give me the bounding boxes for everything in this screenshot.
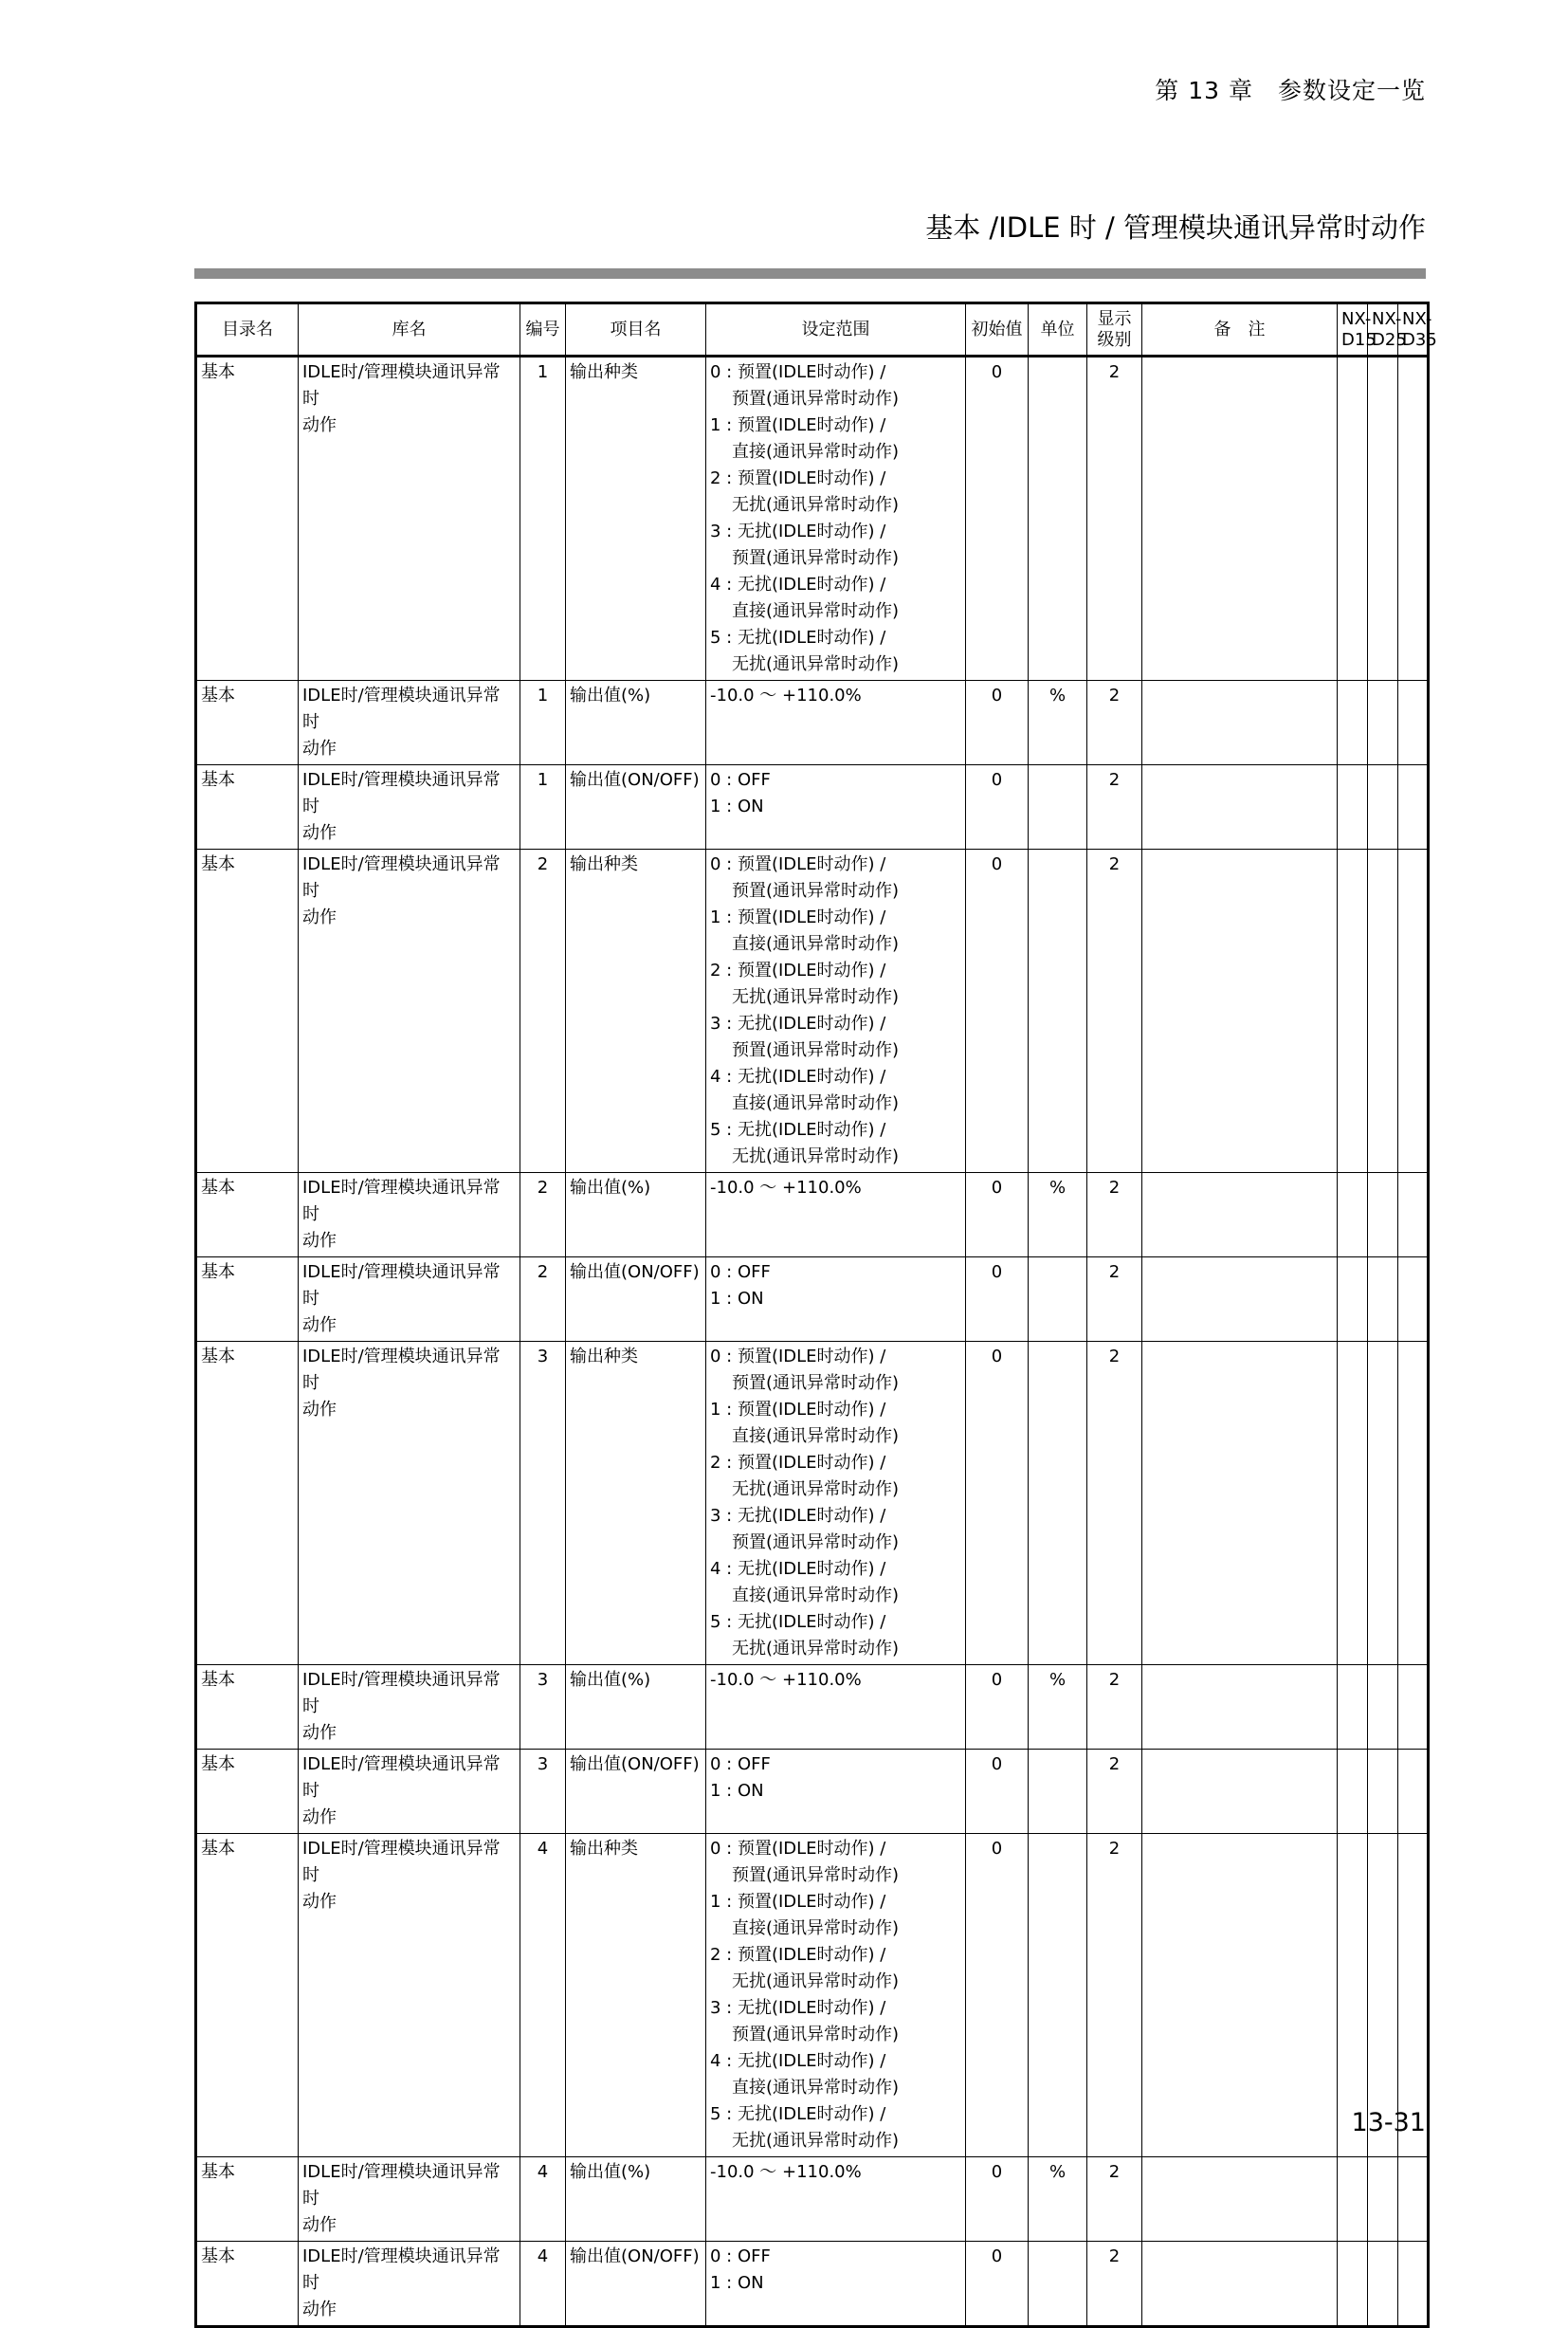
range-option: 5 : 无扰(IDLE时动作) / (710, 1120, 886, 1140)
col-header-unit: 单位 (1029, 303, 1087, 357)
cell-nx-d15 (1338, 1173, 1368, 1257)
cell-nx-d25 (1368, 1665, 1398, 1750)
cell-nx-d35 (1398, 1665, 1429, 1750)
cell-remark (1142, 765, 1338, 850)
cell-initial: 0 (966, 2157, 1029, 2242)
cell-level: 2 (1087, 2157, 1142, 2242)
range-line-continued: 预置(通讯异常时动作) (732, 1373, 900, 1393)
range-line-continued: 预置(通讯异常时动作) (732, 1532, 900, 1552)
cell-unit: % (1029, 1173, 1087, 1257)
library-line: IDLE时/管理模块通讯异常时 (302, 1839, 501, 1885)
cell-nx-d15 (1338, 765, 1368, 850)
col-header-level-line1: 显示 (1097, 308, 1132, 329)
table-row (196, 681, 1429, 765)
cell-nx-d15 (1338, 681, 1368, 765)
library-line: 动作 (302, 2215, 337, 2235)
library-line: IDLE时/管理模块通讯异常时 (302, 2162, 501, 2209)
cell-nx-d15 (1338, 1257, 1368, 1342)
range-line-continued: 预置(通讯异常时动作) (732, 548, 900, 568)
library-line: IDLE时/管理模块通讯异常时 (302, 686, 501, 732)
range-option: 3 : 无扰(IDLE时动作) / (710, 1506, 886, 1526)
range-option: 1 : ON (710, 1781, 764, 1801)
range-option: 1 : 预置(IDLE时动作) / (710, 1400, 886, 1420)
cell-number: 1 (520, 765, 566, 850)
cell-item: 输出值(ON/OFF) (566, 2242, 706, 2327)
col-header-nx-d25-line2: D25 (1372, 329, 1407, 350)
table-header-row (196, 303, 1429, 357)
cell-item: 输出种类 (566, 357, 706, 681)
cell-initial: 0 (966, 1173, 1029, 1257)
cell-library (299, 357, 520, 681)
cell-remark (1142, 1257, 1338, 1342)
cell-number: 4 (520, 1834, 566, 2157)
table-row (196, 1750, 1429, 1834)
range-option: -10.0 ～ +110.0% (710, 1670, 862, 1690)
table-row (196, 2242, 1429, 2327)
col-header-nx-d15-line2: D15 (1341, 329, 1377, 350)
cell-unit (1029, 1834, 1087, 2157)
cell-initial: 0 (966, 681, 1029, 765)
cell-library (299, 1257, 520, 1342)
cell-remark (1142, 357, 1338, 681)
cell-nx-d25 (1368, 1257, 1398, 1342)
cell-library (299, 850, 520, 1173)
range-option: 1 : 预置(IDLE时动作) / (710, 415, 886, 435)
library-line: IDLE时/管理模块通讯异常时 (302, 1754, 501, 1801)
range-option: 3 : 无扰(IDLE时动作) / (710, 1998, 886, 2018)
table-row (196, 2157, 1429, 2242)
cell-nx-d35 (1398, 1173, 1429, 1257)
cell-remark (1142, 2157, 1338, 2242)
range-line-continued: 直接(通讯异常时动作) (732, 442, 900, 462)
cell-level: 2 (1087, 681, 1142, 765)
range-line-continued: 无扰(通讯异常时动作) (732, 1479, 900, 1499)
cell-catalog: 基本 (196, 357, 299, 681)
range-option: 2 : 预置(IDLE时动作) / (710, 468, 886, 488)
cell-number: 2 (520, 1257, 566, 1342)
cell-initial: 0 (966, 1342, 1029, 1665)
cell-unit (1029, 1257, 1087, 1342)
col-header-initial: 初始值 (966, 303, 1029, 357)
range-option: 4 : 无扰(IDLE时动作) / (710, 2051, 886, 2071)
range-option: 0 : OFF (710, 770, 771, 790)
cell-remark (1142, 850, 1338, 1173)
library-line: IDLE时/管理模块通讯异常时 (302, 2246, 501, 2293)
library-line: 动作 (302, 1892, 337, 1912)
range-option: 0 : 预置(IDLE时动作) / (710, 362, 886, 382)
range-option: 0 : 预置(IDLE时动作) / (710, 854, 886, 874)
range-option: 0 : OFF (710, 1262, 771, 1282)
cell-number: 3 (520, 1342, 566, 1665)
col-header-catalog: 目录名 (196, 303, 299, 357)
range-option: 1 : ON (710, 1289, 764, 1309)
cell-library (299, 1834, 520, 2157)
col-header-item: 项目名 (566, 303, 706, 357)
cell-catalog: 基本 (196, 2242, 299, 2327)
library-line: 动作 (302, 415, 337, 435)
range-option: -10.0 ～ +110.0% (710, 686, 862, 706)
range-option: 4 : 无扰(IDLE时动作) / (710, 1067, 886, 1087)
library-line: IDLE时/管理模块通讯异常时 (302, 1262, 501, 1309)
cell-nx-d35 (1398, 850, 1429, 1173)
col-header-remark: 备 注 (1142, 303, 1338, 357)
library-line: IDLE时/管理模块通讯异常时 (302, 1670, 501, 1716)
cell-item: 输出值(ON/OFF) (566, 1257, 706, 1342)
col-header-nx-d35-line2: D35 (1402, 329, 1437, 350)
cell-range (706, 1257, 966, 1342)
range-option: -10.0 ～ +110.0% (710, 1178, 862, 1198)
cell-item: 输出值(ON/OFF) (566, 1750, 706, 1834)
cell-catalog: 基本 (196, 1257, 299, 1342)
library-line: 动作 (302, 1315, 337, 1335)
cell-number: 2 (520, 850, 566, 1173)
range-option: 5 : 无扰(IDLE时动作) / (710, 2104, 886, 2124)
range-option: 1 : ON (710, 797, 764, 816)
cell-level: 2 (1087, 1750, 1142, 1834)
range-line-continued: 直接(通讯异常时动作) (732, 1093, 900, 1113)
range-line-continued: 无扰(通讯异常时动作) (732, 495, 900, 515)
cell-remark (1142, 2242, 1338, 2327)
cell-nx-d35 (1398, 1342, 1429, 1665)
range-option: 4 : 无扰(IDLE时动作) / (710, 575, 886, 595)
range-line-continued: 预置(通讯异常时动作) (732, 1040, 900, 1060)
cell-nx-d25 (1368, 2157, 1398, 2242)
cell-level: 2 (1087, 1173, 1142, 1257)
cell-nx-d35 (1398, 2242, 1429, 2327)
cell-library (299, 681, 520, 765)
range-line-continued: 直接(通讯异常时动作) (732, 1586, 900, 1605)
cell-initial: 0 (966, 1257, 1029, 1342)
cell-nx-d25 (1368, 357, 1398, 681)
cell-unit (1029, 1342, 1087, 1665)
cell-item: 输出种类 (566, 1342, 706, 1665)
col-header-nx-d15 (1338, 303, 1377, 357)
range-option: 5 : 无扰(IDLE时动作) / (710, 628, 886, 648)
range-line-continued: 直接(通讯异常时动作) (732, 934, 900, 954)
library-line: 动作 (302, 1807, 337, 1827)
cell-nx-d25 (1368, 850, 1398, 1173)
col-header-number: 编号 (520, 303, 566, 357)
col-header-nx-d25 (1368, 303, 1407, 357)
library-line: IDLE时/管理模块通讯异常时 (302, 770, 501, 816)
section-divider (194, 268, 1426, 279)
cell-unit (1029, 2242, 1087, 2327)
cell-nx-d35 (1398, 2157, 1429, 2242)
cell-catalog: 基本 (196, 1834, 299, 2157)
cell-number: 4 (520, 2242, 566, 2327)
cell-item: 输出值(%) (566, 2157, 706, 2242)
cell-number: 4 (520, 2157, 566, 2242)
cell-library (299, 1665, 520, 1750)
cell-nx-d25 (1368, 1173, 1398, 1257)
cell-catalog: 基本 (196, 850, 299, 1173)
col-header-nx-d25-line1: NX- (1372, 308, 1402, 329)
cell-level: 2 (1087, 1342, 1142, 1665)
cell-unit: % (1029, 1665, 1087, 1750)
cell-remark (1142, 1173, 1338, 1257)
range-option: 0 : 预置(IDLE时动作) / (710, 1347, 886, 1366)
range-line-continued: 预置(通讯异常时动作) (732, 881, 900, 901)
cell-nx-d25 (1368, 681, 1398, 765)
cell-nx-d35 (1398, 765, 1429, 850)
cell-remark (1142, 1834, 1338, 2157)
col-header-range: 设定范围 (706, 303, 966, 357)
cell-initial: 0 (966, 850, 1029, 1173)
cell-remark (1142, 1342, 1338, 1665)
cell-level: 2 (1087, 1257, 1142, 1342)
range-option: 3 : 无扰(IDLE时动作) / (710, 522, 886, 541)
range-option: 1 : ON (710, 2273, 764, 2293)
cell-catalog: 基本 (196, 1342, 299, 1665)
table-row (196, 1834, 1429, 2157)
cell-nx-d25 (1368, 1342, 1398, 1665)
cell-catalog: 基本 (196, 2157, 299, 2242)
cell-unit (1029, 1750, 1087, 1834)
range-line-continued: 无扰(通讯异常时动作) (732, 2131, 900, 2151)
cell-unit (1029, 357, 1087, 681)
range-line-continued: 无扰(通讯异常时动作) (732, 1639, 900, 1659)
cell-catalog: 基本 (196, 1173, 299, 1257)
cell-number: 3 (520, 1665, 566, 1750)
col-header-nx-d15-line1: NX- (1341, 308, 1372, 329)
range-option: 0 : OFF (710, 1754, 771, 1774)
range-option: -10.0 ～ +110.0% (710, 2162, 862, 2182)
cell-library (299, 2242, 520, 2327)
library-line: 动作 (302, 739, 337, 759)
cell-nx-d25 (1368, 765, 1398, 850)
range-option: 2 : 预置(IDLE时动作) / (710, 1453, 886, 1473)
cell-number: 3 (520, 1750, 566, 1834)
cell-nx-d15 (1338, 1750, 1368, 1834)
cell-nx-d15 (1338, 357, 1368, 681)
col-header-level-line2: 级别 (1097, 329, 1132, 350)
cell-remark (1142, 1750, 1338, 1834)
cell-catalog: 基本 (196, 765, 299, 850)
range-option: 5 : 无扰(IDLE时动作) / (710, 1612, 886, 1632)
range-option: 3 : 无扰(IDLE时动作) / (710, 1014, 886, 1034)
cell-catalog: 基本 (196, 1750, 299, 1834)
col-header-library: 库名 (299, 303, 520, 357)
cell-level: 2 (1087, 765, 1142, 850)
cell-item: 输出值(%) (566, 1665, 706, 1750)
cell-nx-d35 (1398, 357, 1429, 681)
cell-nx-d15 (1338, 1342, 1368, 1665)
section-title: 基本 /IDLE 时 / 管理模块通讯异常时动作 (925, 211, 1426, 244)
cell-range (706, 357, 966, 681)
library-line: 动作 (302, 823, 337, 843)
cell-number: 1 (520, 357, 566, 681)
range-line-continued: 无扰(通讯异常时动作) (732, 987, 900, 1007)
range-option: 0 : 预置(IDLE时动作) / (710, 1839, 886, 1859)
table-body (196, 357, 1429, 2327)
table-row (196, 1665, 1429, 1750)
parameter-table (194, 302, 1437, 2328)
range-option: 1 : 预置(IDLE时动作) / (710, 907, 886, 927)
cell-range (706, 1665, 966, 1750)
cell-unit (1029, 765, 1087, 850)
library-line: IDLE时/管理模块通讯异常时 (302, 362, 501, 409)
library-line: 动作 (302, 1723, 337, 1743)
cell-range (706, 681, 966, 765)
cell-range (706, 2157, 966, 2242)
range-option: 2 : 预置(IDLE时动作) / (710, 961, 886, 981)
cell-range (706, 1834, 966, 2157)
table-row (196, 1257, 1429, 1342)
table-row (196, 1342, 1429, 1665)
cell-item: 输出种类 (566, 1834, 706, 2157)
table-row (196, 850, 1429, 1173)
cell-nx-d35 (1398, 681, 1429, 765)
cell-nx-d35 (1398, 1257, 1429, 1342)
cell-nx-d15 (1338, 2242, 1368, 2327)
cell-library (299, 1342, 520, 1665)
range-line-continued: 直接(通讯异常时动作) (732, 1426, 900, 1446)
library-line: 动作 (302, 907, 337, 927)
library-line: 动作 (302, 2300, 337, 2319)
range-line-continued: 无扰(通讯异常时动作) (732, 1971, 900, 1991)
cell-library (299, 765, 520, 850)
cell-number: 1 (520, 681, 566, 765)
cell-nx-d15 (1338, 2157, 1368, 2242)
cell-unit: % (1029, 2157, 1087, 2242)
range-line-continued: 预置(通讯异常时动作) (732, 1865, 900, 1885)
col-header-level (1087, 303, 1142, 357)
cell-initial: 0 (966, 357, 1029, 681)
cell-item: 输出种类 (566, 850, 706, 1173)
cell-library (299, 2157, 520, 2242)
cell-range (706, 850, 966, 1173)
cell-number: 2 (520, 1173, 566, 1257)
cell-range (706, 1750, 966, 1834)
cell-initial: 0 (966, 2242, 1029, 2327)
table-row (196, 357, 1429, 681)
cell-library (299, 1173, 520, 1257)
range-option: 0 : OFF (710, 2246, 771, 2266)
cell-range (706, 2242, 966, 2327)
cell-initial: 0 (966, 1665, 1029, 1750)
chapter-heading: 第 13 章 参数设定一览 (1155, 77, 1426, 104)
library-line: 动作 (302, 1231, 337, 1251)
range-option: 1 : 预置(IDLE时动作) / (710, 1892, 886, 1912)
cell-item: 输出值(%) (566, 1173, 706, 1257)
cell-catalog: 基本 (196, 1665, 299, 1750)
cell-level: 2 (1087, 1665, 1142, 1750)
cell-level: 2 (1087, 357, 1142, 681)
library-line: IDLE时/管理模块通讯异常时 (302, 1178, 501, 1224)
table-row (196, 765, 1429, 850)
cell-nx-d35 (1398, 1750, 1429, 1834)
cell-library (299, 1750, 520, 1834)
cell-range (706, 1173, 966, 1257)
cell-remark (1142, 1665, 1338, 1750)
cell-catalog: 基本 (196, 681, 299, 765)
cell-nx-d25 (1368, 2242, 1398, 2327)
cell-nx-d15 (1338, 1665, 1368, 1750)
table-row (196, 1173, 1429, 1257)
cell-range (706, 765, 966, 850)
range-line-continued: 预置(通讯异常时动作) (732, 389, 900, 409)
range-line-continued: 直接(通讯异常时动作) (732, 2078, 900, 2098)
library-line: IDLE时/管理模块通讯异常时 (302, 854, 501, 901)
cell-remark (1142, 681, 1338, 765)
cell-item: 输出值(%) (566, 681, 706, 765)
col-header-nx-d35 (1398, 303, 1437, 357)
range-line-continued: 无扰(通讯异常时动作) (732, 654, 900, 674)
cell-item: 输出值(ON/OFF) (566, 765, 706, 850)
range-option: 4 : 无扰(IDLE时动作) / (710, 1559, 886, 1579)
cell-initial: 0 (966, 765, 1029, 850)
cell-unit (1029, 850, 1087, 1173)
col-header-nx-d35-line1: NX- (1402, 308, 1432, 329)
cell-initial: 0 (966, 1750, 1029, 1834)
page-number: 13-31 (1351, 2108, 1426, 2137)
cell-range (706, 1342, 966, 1665)
range-line-continued: 直接(通讯异常时动作) (732, 601, 900, 621)
range-line-continued: 预置(通讯异常时动作) (732, 2025, 900, 2044)
cell-nx-d15 (1338, 850, 1368, 1173)
range-option: 2 : 预置(IDLE时动作) / (710, 1945, 886, 1965)
cell-level: 2 (1087, 850, 1142, 1173)
cell-initial: 0 (966, 1834, 1029, 2157)
cell-nx-d25 (1368, 1750, 1398, 1834)
range-line-continued: 无扰(通讯异常时动作) (732, 1146, 900, 1166)
range-line-continued: 直接(通讯异常时动作) (732, 1918, 900, 1938)
library-line: IDLE时/管理模块通讯异常时 (302, 1347, 501, 1393)
cell-level: 2 (1087, 2242, 1142, 2327)
library-line: 动作 (302, 1400, 337, 1420)
cell-level: 2 (1087, 1834, 1142, 2157)
cell-unit: % (1029, 681, 1087, 765)
